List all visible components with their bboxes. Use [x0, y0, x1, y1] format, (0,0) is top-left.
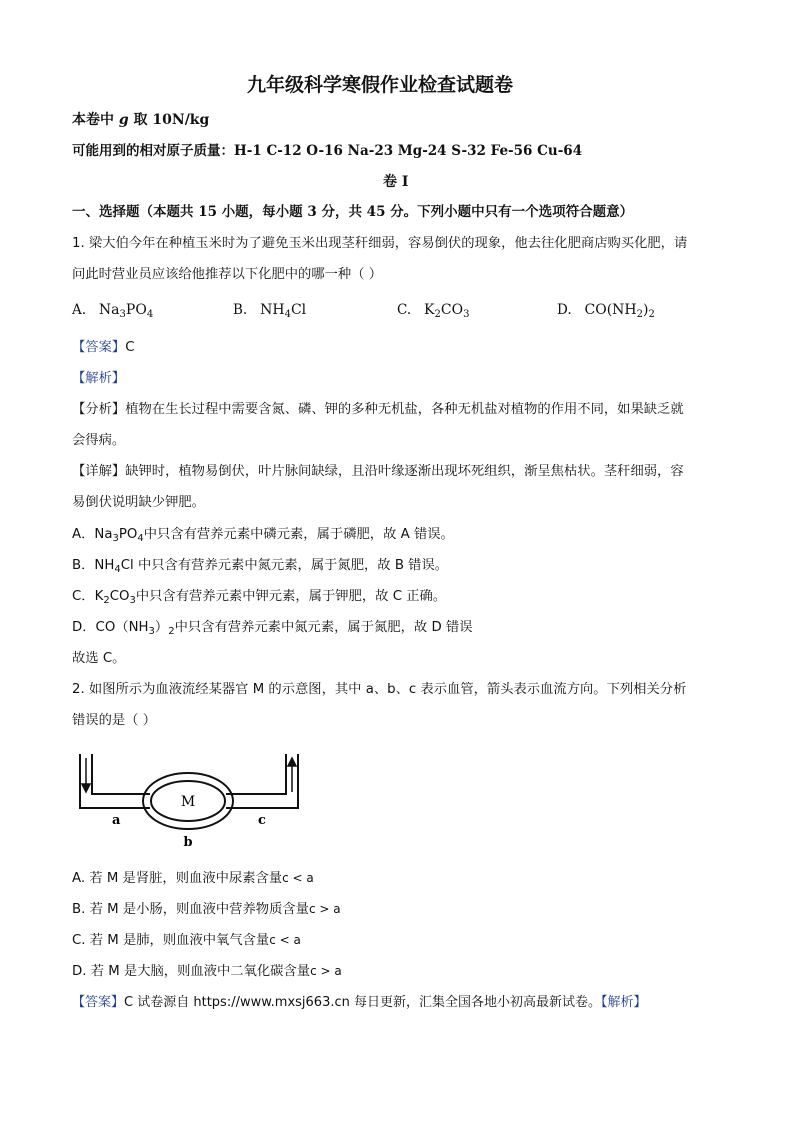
answer-value: C — [125, 340, 135, 355]
vessel-a-inner — [92, 754, 150, 794]
option-formula: $NH_4Cl$ — [260, 302, 307, 320]
q1-detail-d: D．$CO(NH_3)_2$中只含有营养元素中氮元素，属于氮肥，故 D 错误 — [72, 620, 473, 637]
relation: c > a — [308, 902, 341, 916]
q1-detail-line2: 易倒伏说明缺少钾肥。 — [72, 495, 205, 510]
option-label: B. — [233, 302, 248, 318]
q1-answer — [72, 339, 134, 357]
answer-value: C 试卷源自 https://www.mxsj663.cn 每日更新，汇集全国各地小初高最新试卷。 — [124, 995, 601, 1010]
xiangjie-text: 缺钾时，植物易倒伏，叶片脉间缺绿，且沿叶缘逐渐出现坏死组织，渐呈焦枯状。茎秆细弱，容 — [125, 464, 684, 479]
blood-flow-diagram — [72, 748, 312, 852]
option-formula: $K_2CO_3$ — [424, 302, 470, 320]
relation: c < a — [282, 871, 314, 885]
gravity-note — [72, 111, 209, 129]
q2-option-c: C. 若 M 是肺，则血液中氧气含量c < a — [72, 933, 301, 948]
q1-option-d — [557, 301, 655, 319]
relation: c < a — [269, 933, 301, 947]
vessel-c-inner — [226, 754, 286, 794]
q1-stem-line2: 问此时营业员应该给他推荐以下化肥中的哪一种（ ） — [72, 267, 383, 282]
q2-option-b: B. 若 M 是小肠，则血液中营养物质含量c > a — [72, 902, 341, 917]
vessel-a-label: a — [112, 813, 121, 828]
vessel-c-outer — [226, 754, 298, 808]
xiangjie-tag: 【详解】 — [72, 464, 126, 479]
q1-conclusion: 故选 C。 — [72, 651, 126, 666]
q1-fenxi-line2: 会得病。 — [72, 433, 126, 448]
analysis-tag: 【解析】 — [601, 995, 647, 1010]
q1-stem-line1: 1. 梁大伯今年在种植玉米时为了避免玉米出现茎秆细弱，容易倒伏的现象，他去往化肥商店购买化肥，请 — [72, 236, 688, 251]
atomic-mass-list: 可能用到的相对原子质量：H-1 C-12 O-16 Na-23 Mg-24 S-32 Fe-56 Cu-64 — [72, 143, 583, 159]
q2-option-d: D. 若 M 是大脑，则血液中二氧化碳含量c > a — [72, 964, 342, 979]
q1-option-a — [72, 301, 153, 319]
relation: c > a — [310, 964, 342, 978]
option-formula: $CO(NH_2)_2$ — [584, 302, 655, 320]
gravity-variable: g — [118, 112, 129, 128]
q1-detail-c: C．$K_2CO_3$中只含有营养元素中钾元素，属于钾肥，故 C 正确。 — [72, 589, 447, 606]
vessel-b-label: b — [183, 835, 193, 850]
q1-detail-b: B．$NH_4Cl$ 中只含有营养元素中氮元素，属于氮肥，故 B 错误。 — [72, 558, 449, 575]
answer-tag: 【答案】 — [72, 340, 126, 355]
q2-option-a: A. 若 M 是肾脏，则血液中尿素含量c < a — [72, 871, 314, 886]
page-title: 九年级科学寒假作业检查试题卷 — [247, 74, 514, 96]
option-label: C. — [397, 302, 412, 318]
gravity-note-prefix: 本卷中 — [72, 112, 119, 128]
organ-label: M — [180, 794, 196, 810]
vessel-c-label: c — [258, 813, 266, 828]
section-heading: 一、选择题（本题共 15 小题，每小题 3 分，共 45 分。下列小题中只有一个选项符合题意） — [72, 204, 634, 220]
option-label: A. — [72, 302, 87, 318]
gravity-note-suffix: 取 10N/kg — [128, 112, 210, 128]
option-formula: $Na_3PO_4$ — [98, 302, 154, 320]
answer-tag: 【答案】 — [72, 995, 125, 1010]
q2-stem-line1: 2. 如图所示为血液流经某器官 M 的示意图，其中 a、b、c 表示血管，箭头表示血流方向。下列相关分析 — [72, 682, 687, 697]
volume-heading: 卷 I — [383, 174, 409, 190]
arrow-down-head — [82, 784, 90, 792]
arrow-up-head — [288, 758, 296, 766]
q1-detail-line1 — [72, 463, 684, 481]
fenxi-text: 植物在生长过程中需要含氮、磷、钾的多种无机盐，各种无机盐对植物的作用不同，如果缺乏就 — [125, 402, 684, 417]
q1-detail-a: A．$Na_3PO_4$中只含有营养元素中磷元素，属于磷肥，故 A 错误。 — [72, 527, 454, 544]
fenxi-tag: 【分析】 — [72, 402, 126, 417]
option-label: D. — [557, 302, 572, 318]
q2-stem-line2: 错误的是（ ） — [72, 713, 157, 728]
q1-fenxi-line1 — [72, 401, 684, 419]
q1-option-b — [233, 301, 306, 319]
q1-option-c — [397, 301, 469, 319]
vessel-a-outer — [80, 754, 150, 808]
q1-analysis-tag: 【解析】 — [72, 371, 126, 386]
q2-answer-line — [72, 994, 647, 1012]
